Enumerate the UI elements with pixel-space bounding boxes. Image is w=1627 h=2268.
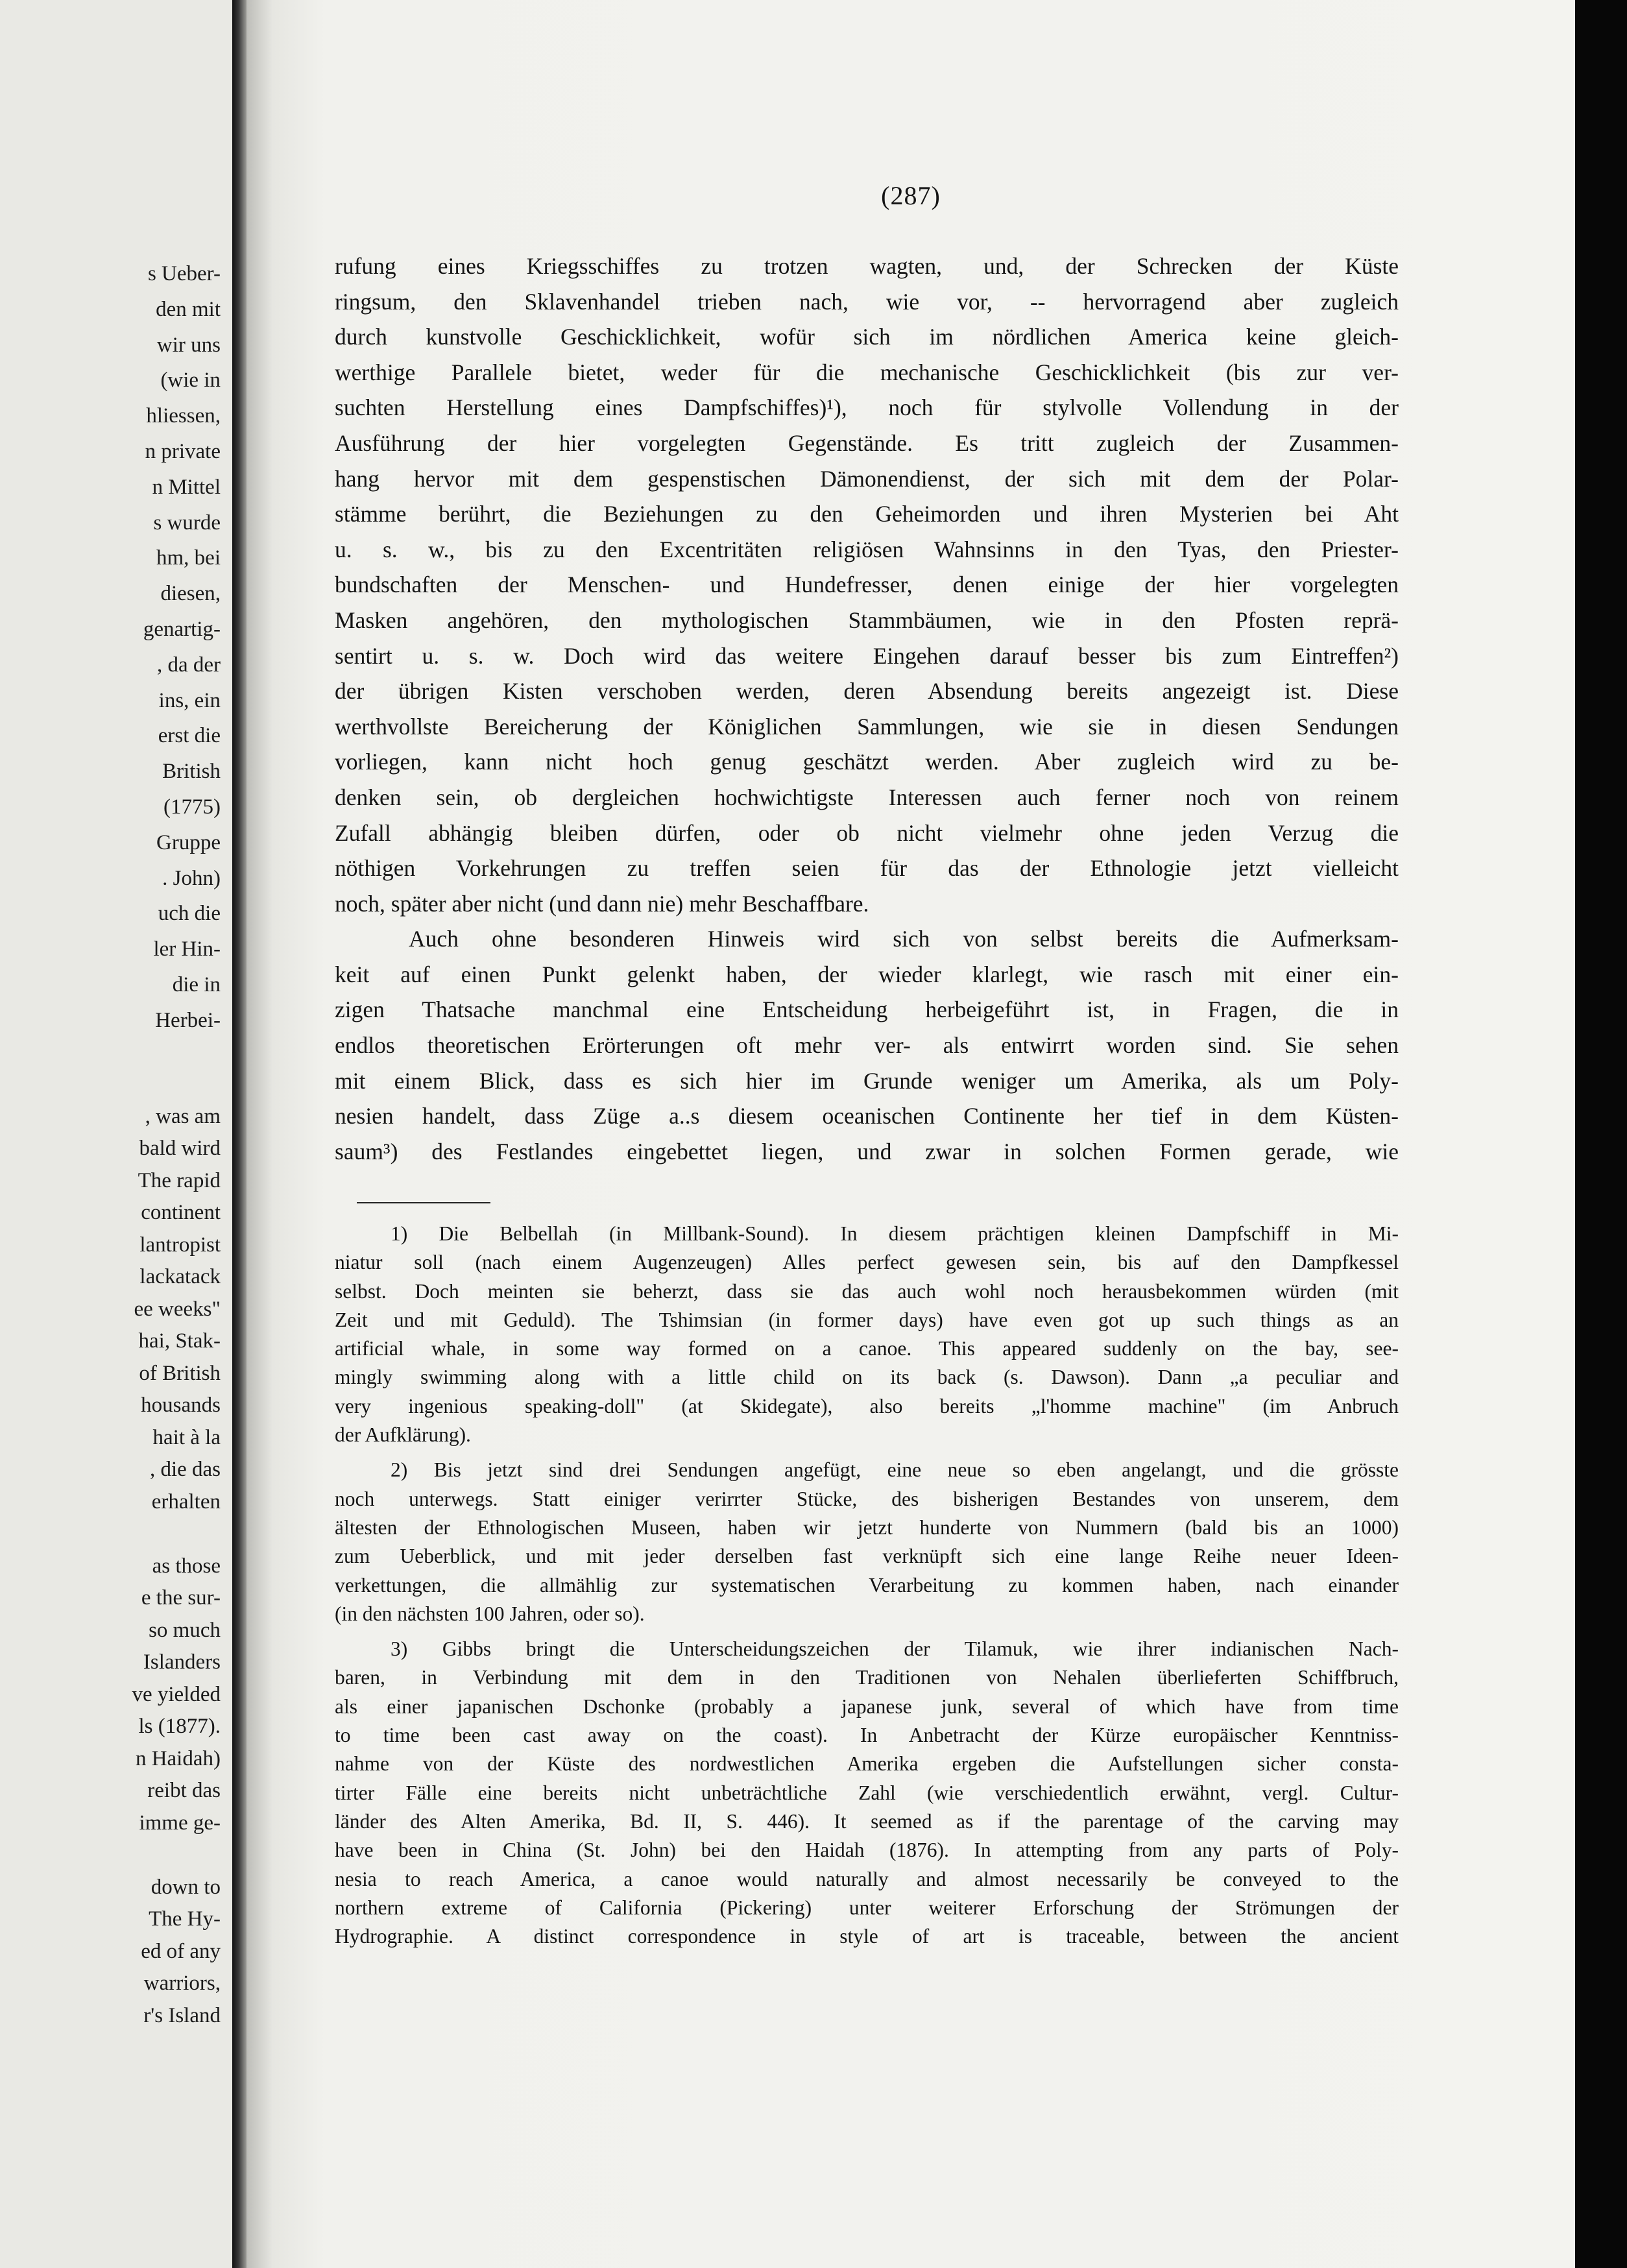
facing-line: erst die — [158, 724, 221, 748]
footnote-line: have been in China (St. John) bei den Haidah (1876). In attempting from any parts of Poly- — [335, 1839, 1399, 1862]
facing-line: British — [162, 760, 221, 784]
body-line: vorliegen, kann nicht hoch genug geschätzt werden. Aber zugleich wird zu be- — [335, 749, 1399, 775]
scan-border — [1575, 0, 1627, 2268]
facing-line: as those — [152, 1554, 221, 1578]
facing-line: The Hy- — [149, 1907, 221, 1931]
body-line: u. s. w., bis zu den Excentritäten religiösen Wahnsinns in den Tyas, den Priester- — [335, 536, 1399, 562]
facing-line: ed of any — [141, 1939, 221, 1963]
body-line: werthvollste Bereicherung der Königlichen Sammlungen, wie sie in diesen Sendungen — [335, 713, 1399, 740]
facing-line: The rapid — [138, 1168, 221, 1192]
body-line: mit einem Blick, dass es sich hier im Grunde weniger um Amerika, als um Poly- — [335, 1067, 1399, 1094]
facing-line: reibt das — [147, 1779, 221, 1803]
facing-line: s Ueber- — [147, 262, 221, 285]
facing-line: bald wird — [139, 1137, 221, 1161]
facing-line: , da der — [156, 653, 221, 677]
facing-page-fragment — [0, 0, 232, 2268]
facing-line — [132, 1839, 221, 1872]
body-line: werthige Parallele bietet, weder für die mechanische Geschicklichkeit (bis zur ver- — [335, 359, 1399, 385]
body-line: nesien handelt, dass Züge a..s diesem oceanischen Continente her tief in dem Küsten- — [335, 1103, 1399, 1129]
body-line: Ausführung der hier vorgelegten Gegenstände. Es tritt zugleich der Zusammen- — [335, 429, 1399, 456]
footnote-line: 3) Gibbs bringt die Unterscheidungszeichen der Tilamuk, wie ihrer indianischen Nach- — [391, 1637, 1399, 1661]
facing-line: lantropist — [139, 1233, 221, 1257]
footnote-separator — [357, 1202, 490, 1203]
facing-line: so much — [149, 1618, 221, 1642]
body-line: keit auf einen Punkt gelenkt haben, der wieder klarlegt, wie rasch mit einer ein- — [335, 961, 1399, 987]
facing-line: Gruppe — [156, 830, 221, 854]
facing-line: . John) — [162, 866, 221, 890]
facing-line: continent — [141, 1201, 221, 1225]
footnotes — [335, 1220, 1399, 1951]
facing-line: (1775) — [163, 795, 221, 819]
body-line: noch, später aber nicht (und dann nie) mehr Beschaffbare. — [335, 890, 869, 917]
scanned-page — [247, 0, 1575, 2268]
footnote-line: noch unterwegs. Statt einiger verirrter Stücke, des bisherigen Bestandes von unserem, dem — [335, 1487, 1399, 1510]
footnote-line: der Aufklärung). — [335, 1423, 471, 1447]
facing-line: n private — [145, 439, 221, 463]
footnote-line: baren, in Verbindung mit dem in den Traditionen von Nehalen überlieferten Schiffbruch, — [335, 1666, 1399, 1689]
facing-line: genartig- — [143, 617, 221, 641]
facing-line: warriors, — [143, 1972, 221, 1996]
facing-line: s wurde — [153, 511, 221, 535]
facing-line: imme ge- — [139, 1811, 221, 1835]
footnote-line: selbst. Doch meinten sie beherzt, dass sie das auch wohl noch herausbekommen würden (mit — [335, 1279, 1399, 1303]
facing-line — [132, 1518, 221, 1550]
footnote-line: artificial whale, in some way formed on a canoe. This appeared suddenly on the bay, see- — [335, 1337, 1399, 1360]
body-line: endlos theoretischen Erörterungen oft mehr ver- als entwirrt worden sind. Sie sehen — [335, 1032, 1399, 1059]
facing-line: (wie in — [160, 368, 221, 392]
footnote-2 — [335, 1456, 1399, 1628]
footnote-line: zum Ueberblick, und mit jeder derselben fast verknüpft sich eine lange Reihe neuer Ideen- — [335, 1545, 1399, 1568]
facing-line: ee weeks" — [134, 1297, 221, 1321]
footnote-line: verkettungen, die allmählig zur systematischen Verarbeitung zu kommen haben, nach einander — [335, 1573, 1399, 1597]
facing-line: den mit — [156, 297, 221, 321]
facing-line: ins, ein — [158, 688, 221, 712]
footnote-line: Zeit und mit Geduld). The Tshimsian (in former days) have even got up such things as an — [335, 1308, 1399, 1331]
footnote-line: nesia to reach America, a canoe would naturally and almost necessarily be conveyed to the — [335, 1867, 1399, 1890]
footnote-line: 1) Die Belbellah (in Millbank-Sound). In diesem prächtigen kleinen Dampfschiff in Mi- — [391, 1222, 1399, 1245]
facing-line: hait à la — [152, 1425, 221, 1449]
facing-line: die in — [172, 972, 221, 996]
footnote-line: nahme von der Küste des nordwestlichen Amerika ergeben die Aufstellungen sicher consta- — [335, 1752, 1399, 1776]
main-body-text — [335, 248, 1399, 1169]
body-line: saum³) des Festlandes eingebettet liegen, und zwar in solchen Formen gerade, wie — [335, 1138, 1399, 1164]
facing-line: hai, Stak- — [138, 1329, 221, 1353]
body-line: nöthigen Vorkehrungen zu treffen seien für das der Ethnologie jetzt vielleicht — [335, 855, 1399, 882]
body-line: suchten Herstellung eines Dampfschiffes)¹), noch für stylvolle Vollendung in der — [335, 394, 1399, 421]
body-line: rufung eines Kriegsschiffes zu trotzen wagten, und, der Schrecken der Küste — [335, 253, 1399, 279]
facing-line: , die das — [149, 1458, 221, 1482]
facing-fragment-group-top — [132, 256, 221, 1039]
footnote-line: very ingenious speaking-doll" (at Skidegate), also bereits „l'homme machine" (im Anbruch — [335, 1394, 1399, 1418]
facing-line: ler Hin- — [153, 937, 221, 961]
facing-line: e the sur- — [141, 1586, 221, 1610]
page-number: (287) — [881, 181, 941, 210]
facing-line: lackatack — [139, 1265, 221, 1289]
body-line: Auch ohne besonderen Hinweis wird sich von selbst bereits die Aufmerksam- — [409, 926, 1399, 952]
footnote-3 — [335, 1635, 1399, 1951]
facing-line: housands — [141, 1393, 221, 1418]
body-line: hang hervor mit dem gespenstischen Dämonendienst, der sich mit dem der Polar- — [335, 465, 1399, 492]
facing-line: n Haidah) — [135, 1746, 221, 1770]
body-line: denken sein, ob dergleichen hochwichtigste Interessen auch ferner noch von reinem — [335, 784, 1399, 810]
body-line: Masken angehören, den mythologischen Stammbäumen, wie in den Pfosten reprä- — [335, 607, 1399, 633]
body-line: bundschaften der Menschen- und Hundefresser, denen einige der hier vorgelegten — [335, 572, 1399, 598]
footnote-line: (in den nächsten 100 Jahren, oder so). — [335, 1602, 645, 1625]
facing-line: wir uns — [156, 333, 221, 357]
footnote-line: länder des Alten Amerika, Bd. II, S. 446). It seemed as if the parentage of the carving may — [335, 1809, 1399, 1833]
facing-gap — [132, 1039, 221, 1101]
footnote-line: 2) Bis jetzt sind drei Sendungen angefügt, eine neue so eben angelangt, und die grösste — [391, 1458, 1399, 1482]
footnote-1 — [335, 1220, 1399, 1449]
facing-line: uch die — [158, 902, 221, 926]
footnote-line: tirter Fälle eine bereits nicht unbeträchtliche Zahl (wie verschiedentlich erwähnt, vergl. Cultur- — [335, 1781, 1399, 1804]
facing-line: diesen, — [160, 582, 221, 606]
book-gutter — [232, 0, 247, 2268]
body-line: sentirt u. s. w. Doch wird das weitere Eingehen darauf besser bis zum Eintreffen²) — [335, 642, 1399, 669]
footnote-line: northern extreme of California (Pickering) unter weiterer Erforschung der Strömungen der — [335, 1896, 1399, 1919]
facing-line: hliessen, — [146, 404, 221, 428]
footnote-line: Hydrographie. A distinct correspondence in style of art is traceable, between the ancient — [335, 1925, 1399, 1948]
body-line: der übrigen Kisten verschoben werden, deren Absendung bereits angezeigt ist. Diese — [335, 678, 1399, 705]
facing-fragment-group-bottom — [132, 1101, 221, 2033]
footnote-line: ältesten der Ethnologischen Museen, haben wir jetzt hunderte von Nummern (bald bis an 1000) — [335, 1515, 1399, 1539]
body-line: stämme berührt, die Beziehungen zu den Geheimorden und ihren Mysterien bei Aht — [335, 501, 1399, 527]
facing-line: Islanders — [143, 1650, 221, 1674]
facing-line: ve yielded — [132, 1682, 221, 1706]
facing-line: n Mittel — [152, 475, 221, 499]
facing-line: , was am — [145, 1104, 221, 1128]
facing-line: down to — [151, 1875, 221, 1899]
body-line: durch kunstvolle Geschicklichkeit, wofür sich im nördlichen America keine gleich- — [335, 324, 1399, 350]
facing-line: r's Island — [143, 2003, 221, 2027]
footnote-line: mingly swimming along with a little child on its back (s. Dawson). Dann „a peculiar and — [335, 1366, 1399, 1389]
footnote-line: niatur soll (nach einem Augenzeugen) Alles perfect gewesen sein, bis auf den Dampfkessel — [335, 1251, 1399, 1274]
facing-line: erhalten — [151, 1490, 221, 1514]
facing-line: ls (1877). — [138, 1715, 221, 1739]
body-line: Zufall abhängig bleiben dürfen, oder ob nicht vielmehr ohne jeden Verzug die — [335, 819, 1399, 846]
footnote-line: als einer japanischen Dschonke (probably a japanese junk, several of which have from time — [335, 1695, 1399, 1718]
body-line: zigen Thatsache manchmal eine Entscheidung herbeigeführt ist, in Fragen, die in — [335, 996, 1399, 1023]
footnote-line: to time been cast away on the coast). In Anbetracht der Kürze europäischer Kenntniss- — [335, 1724, 1399, 1747]
facing-line: hm, bei — [156, 546, 221, 570]
facing-line: of British — [139, 1361, 221, 1385]
body-line: ringsum, den Sklavenhandel trieben nach, wie vor, -- hervorragend aber zugleich — [335, 288, 1399, 315]
facing-page-text-column — [132, 256, 221, 2032]
facing-line: Herbei- — [155, 1008, 221, 1032]
